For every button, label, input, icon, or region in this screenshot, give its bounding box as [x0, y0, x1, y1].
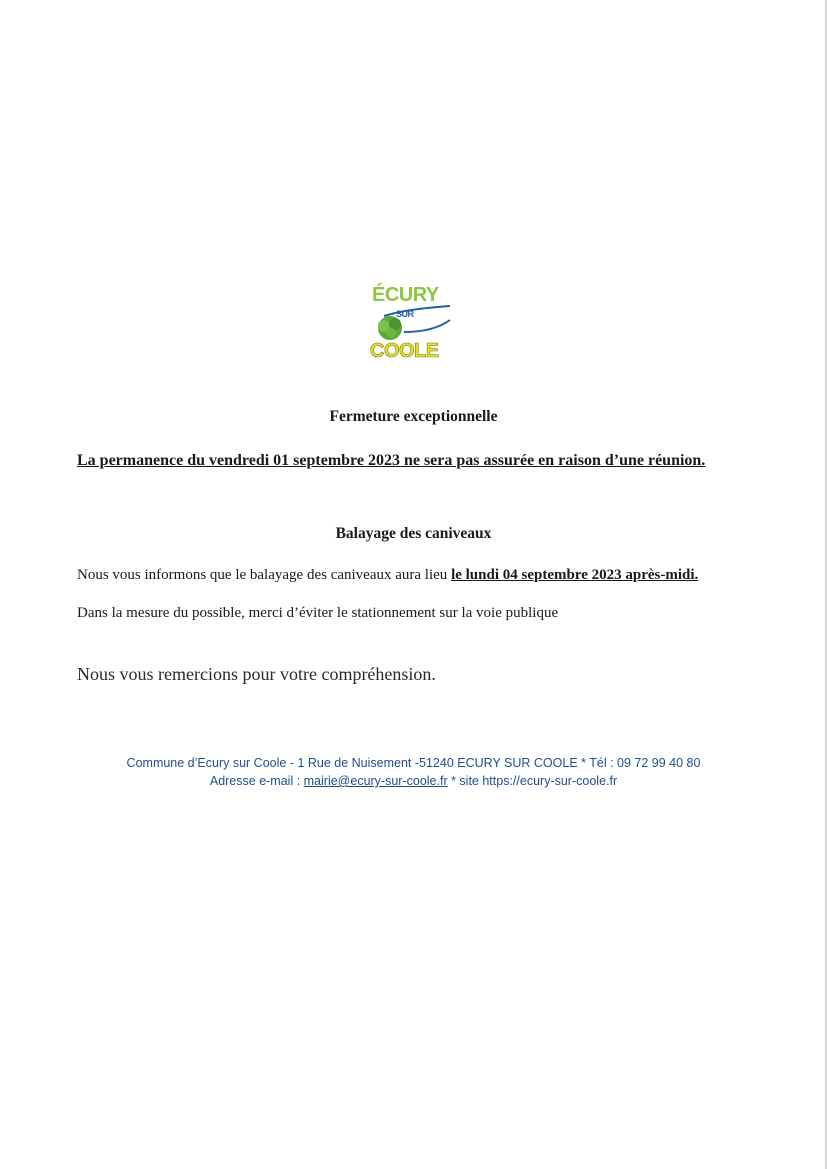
footer-address: Commune d’Ecury sur Coole - 1 Rue de Nuisement -51240 ECURY SUR COOLE * Tél : 09 72 99 40 80	[126, 756, 701, 770]
footer-contact	[0, 772, 827, 790]
logo-word-coole: COOLE	[370, 340, 439, 362]
footer-site: * site https://ecury-sur-coole.fr	[447, 774, 618, 788]
municipality-logo	[364, 284, 454, 366]
sweeping-title: Balayage des caniveaux	[335, 525, 492, 542]
closure-notice: La permanence du vendredi 01 septembre 2023 ne sera pas assurée en raison d’une réunion.	[77, 452, 706, 469]
sweeping-notice-text: Nous vous informons que le balayage des caniveaux aura lieu	[77, 567, 452, 583]
parking-notice: Dans la mesure du possible, merci d’éviter le stationnement sur la voie publique	[77, 605, 559, 621]
sweeping-date: le lundi 04 septembre 2023 après-midi.	[451, 567, 699, 583]
thanks-message: Nous vous remercions pour votre compréhension.	[77, 664, 436, 684]
logo-word-sur: SUR	[396, 309, 414, 319]
footer	[0, 754, 827, 790]
closure-title: Fermeture exceptionnelle	[329, 408, 498, 425]
cabbage-wave-icon	[364, 302, 454, 342]
email-link[interactable]: mairie@ecury-sur-coole.fr	[303, 774, 448, 788]
sweeping-notice	[77, 565, 745, 585]
footer-email-label: Adresse e-mail :	[209, 774, 304, 788]
logo-word-ecury: ÉCURY	[372, 284, 439, 306]
